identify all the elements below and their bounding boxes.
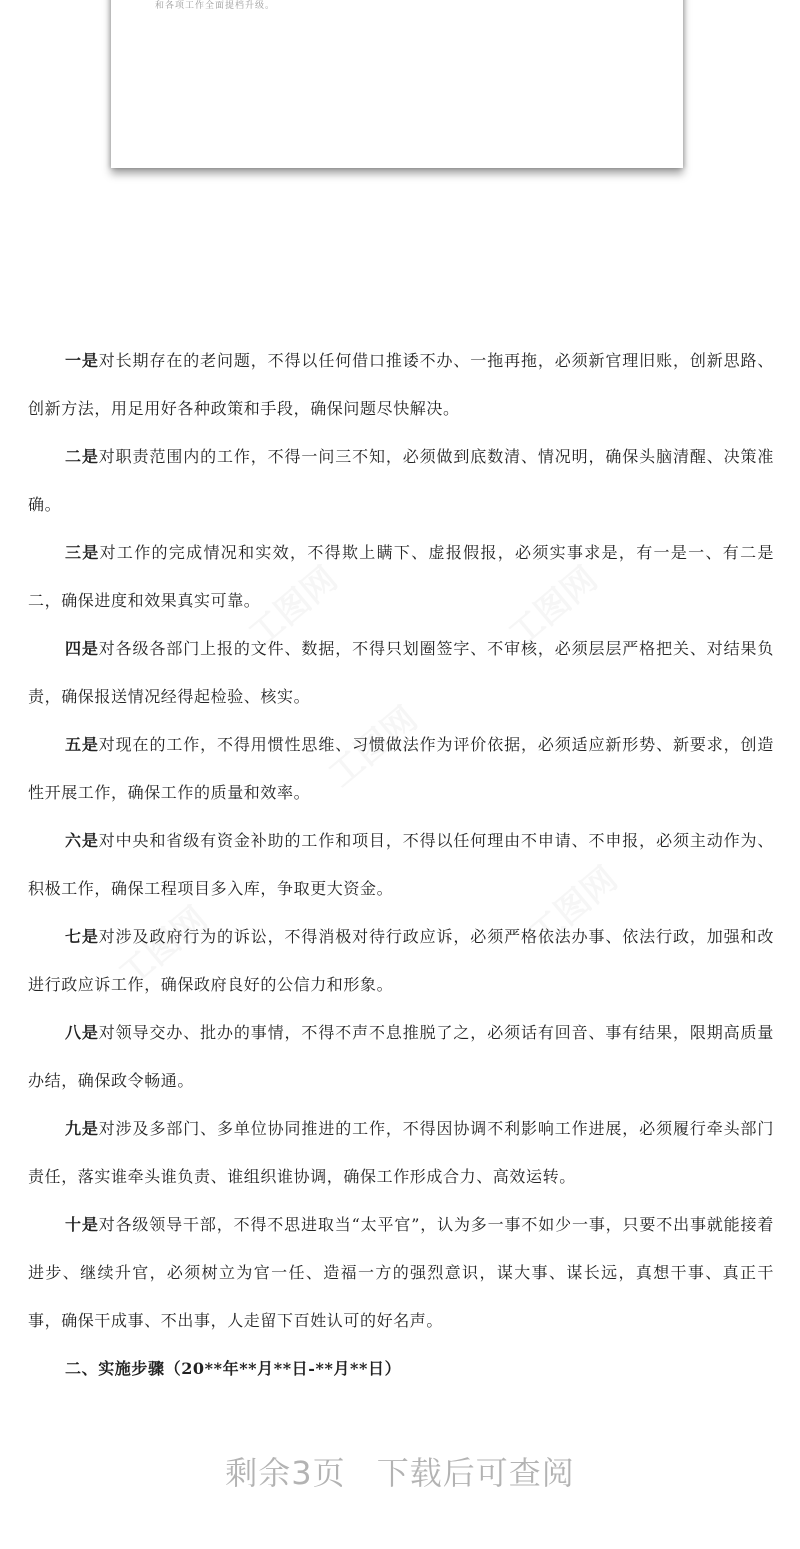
paragraph-lead: 九是 <box>65 1119 99 1138</box>
paragraph-4 <box>28 625 774 721</box>
previous-page-preview <box>111 0 683 168</box>
paragraph-1 <box>28 337 774 433</box>
preview-snippet: 和各项工作全面提档升级。 <box>155 1 276 11</box>
paragraph-lead: 四是 <box>65 639 99 658</box>
paragraph-lead: 八是 <box>65 1023 99 1042</box>
paragraph-6 <box>28 817 774 913</box>
paragraph-9 <box>28 1105 774 1201</box>
paragraph-text: 对涉及多部门、多单位协同推进的工作，不得因协调不利影响工作进展，必须履行牵头部门责任，落实谁牵头谁负责、谁组织谁协调，确保工作形成合力、高效运转。 <box>28 1119 774 1186</box>
paragraph-10 <box>28 1201 774 1345</box>
paragraph-lead: 二是 <box>65 447 99 466</box>
paragraph-lead: 六是 <box>65 831 99 850</box>
watermark: 工图网 <box>321 699 426 796</box>
paragraph-text: 对长期存在的老问题，不得以任何借口推诿不办、一拖再拖，必须新官理旧账，创新思路、创新方法，用足用好各种政策和手段，确保问题尽快解决。 <box>28 351 774 418</box>
paragraph-text: 对领导交办、批办的事情，不得不声不息推脱了之，必须话有回音、事有结果，限期高质量办结，确保政令畅通。 <box>28 1023 774 1090</box>
paragraph-text: 对各级领导干部，不得不思进取当“太平官”，认为多一事不如少一事，只要不出事就能接着进步、继续升官，必须树立为官一任、造福一方的强烈意识，谋大事、谋长远，真想干事、真正干事，确保干成事、不出事，人走留下百姓认可的好名声。 <box>28 1215 774 1330</box>
paragraph-text: 对职责范围内的工作，不得一问三不知，必须做到底数清、情况明，确保头脑清醒、决策准确。 <box>28 447 774 514</box>
paragraph-3 <box>28 529 774 625</box>
paragraph-text: 对工作的完成情况和实效，不得欺上瞒下、虚报假报，必须实事求是，有一是一、有二是二，确保进度和效果真实可靠。 <box>28 543 774 610</box>
watermark: 工图网 <box>111 899 216 996</box>
section-heading: 二、实施步骤（20**年**月**日-**月**日） <box>65 1359 402 1378</box>
watermark: 工图网 <box>521 859 626 956</box>
paragraph-2 <box>28 433 774 529</box>
paragraph-lead: 三是 <box>65 543 100 562</box>
document-body <box>28 337 774 1393</box>
paragraph-text: 对中央和省级有资金补助的工作和项目，不得以任何理由不申请、不申报，必须主动作为、积极工作，确保工程项目多入库，争取更大资金。 <box>28 831 774 898</box>
download-prompt[interactable]: 剩余3页 下载后可查阅 <box>225 1454 575 1492</box>
paragraph-7 <box>28 913 774 1009</box>
paragraph-lead: 七是 <box>65 927 99 946</box>
paragraph-text: 对各级各部门上报的文件、数据，不得只划圈签字、不审核，必须层层严格把关、对结果负责，确保报送情况经得起检验、核实。 <box>28 639 774 706</box>
paragraph-text: 对现在的工作，不得用惯性思维、习惯做法作为评价依据，必须适应新形势、新要求，创造性开展工作，确保工作的质量和效率。 <box>28 735 774 802</box>
paragraph-lead: 一是 <box>65 351 99 370</box>
paragraph-text: 对涉及政府行为的诉讼，不得消极对待行政应诉，必须严格依法办事、依法行政，加强和改进行政应诉工作，确保政府良好的公信力和形象。 <box>28 927 774 994</box>
paragraph-lead: 十是 <box>65 1215 99 1234</box>
watermark: 工图网 <box>241 559 346 656</box>
paragraph-lead: 五是 <box>65 735 99 754</box>
watermark: 工图网 <box>501 559 606 656</box>
paragraph-5 <box>28 721 774 817</box>
paragraph-8 <box>28 1009 774 1105</box>
